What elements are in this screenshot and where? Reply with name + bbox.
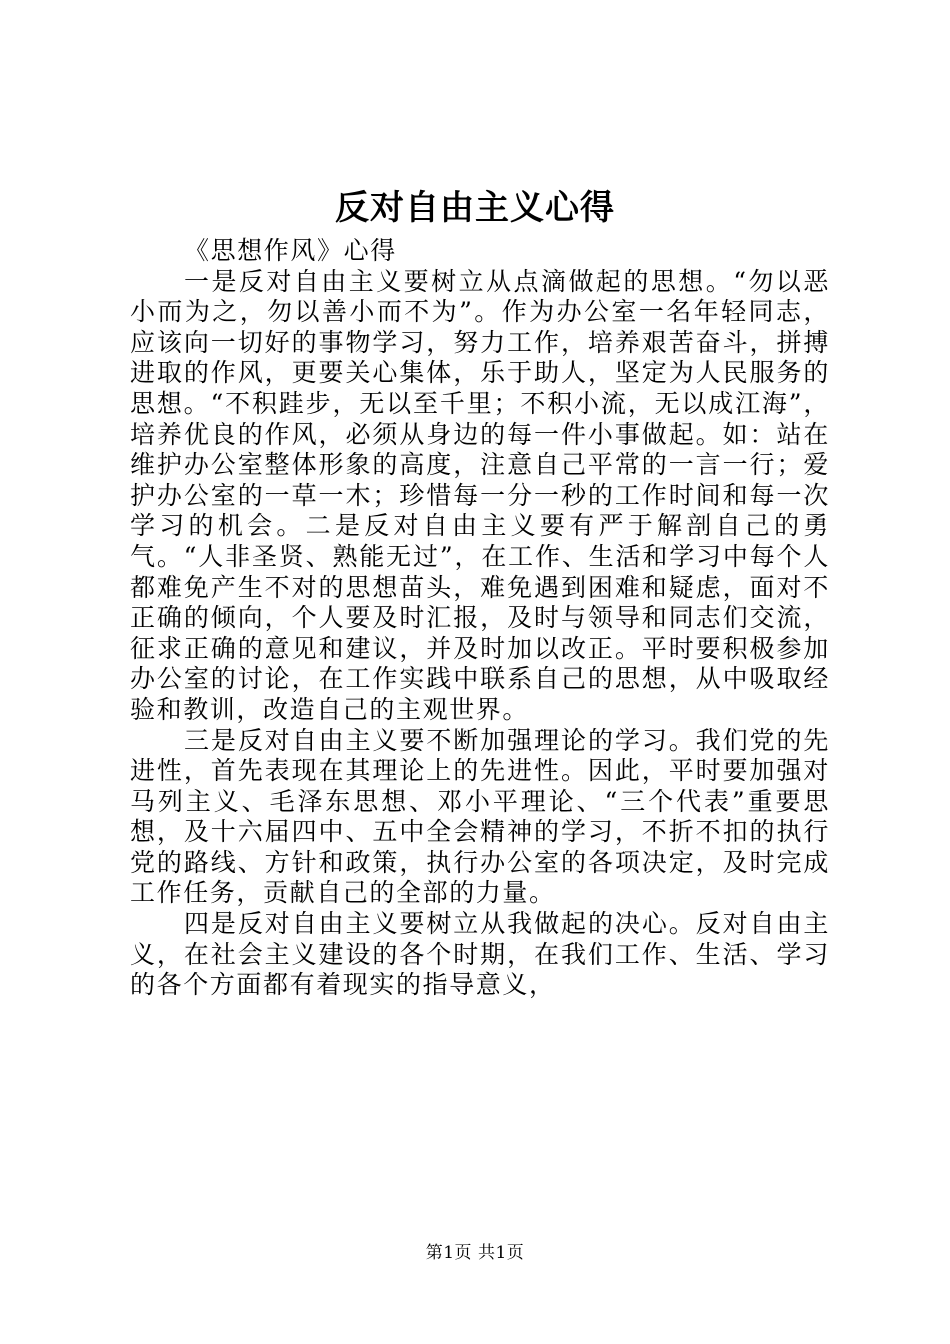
paragraph-3: 四是反对自由主义要树立从我做起的决心。反对自由主义，在社会主义建设的各个时期，在我们工作、生活、学习的各个方面都有着现实的指导意义， [130, 909, 830, 1000]
paragraph-2: 三是反对自由主义要不断加强理论的学习。我们党的先进性，首先表现在其理论上的先进性。因此，平时要加强对马列主义、毛泽东思想、邓小平理论、“三个代表”重要思想，及十六届四中、五中全会精神的学习，不折不扣的执行党的路线、方针和政策，执行办公室的各项决定，及时完成工作任务，贡献自己的全部的力量。 [130, 725, 830, 908]
document-body [130, 236, 830, 1001]
document-subtitle: 《思想作风》心得 [184, 236, 397, 265]
page-footer: 第1页 共1页 [425, 1243, 525, 1263]
paragraph-1: 一是反对自由主义要树立从点滴做起的思想。“勿以恶小而为之，勿以善小而不为”。作为办公室一名年轻同志，应该向一切好的事物学习，努力工作，培养艰苦奋斗，拼搏进取的作风，更要关心集体，乐于助人，坚定为人民服务的思想。“不积跬步，无以至千里；不积小流，无以成江海”，培养优良的作风，必须从身边的每一件小事做起。如：站在维护办公室整体形象的高度，注意自己平常的一言一行；爱护办公室的一草一木；珍惜每一分一秒的工作时间和每一次学习的机会。二是反对自由主义要有严于解剖自己的勇气。“人非圣贤、熟能无过”，在工作、生活和学习中每个人都难免产生不对的思想苗头，难免遇到困难和疑虑，面对不正确的倾向，个人要及时汇报，及时与领导和同志们交流，征求正确的意见和建议，并及时加以改正。平时要积极参加办公室的讨论，在工作实践中联系自己的思想，从中吸取经验和教训，改造自己的主观世界。 [130, 266, 830, 724]
document-title: 反对自由主义心得 [335, 188, 615, 228]
